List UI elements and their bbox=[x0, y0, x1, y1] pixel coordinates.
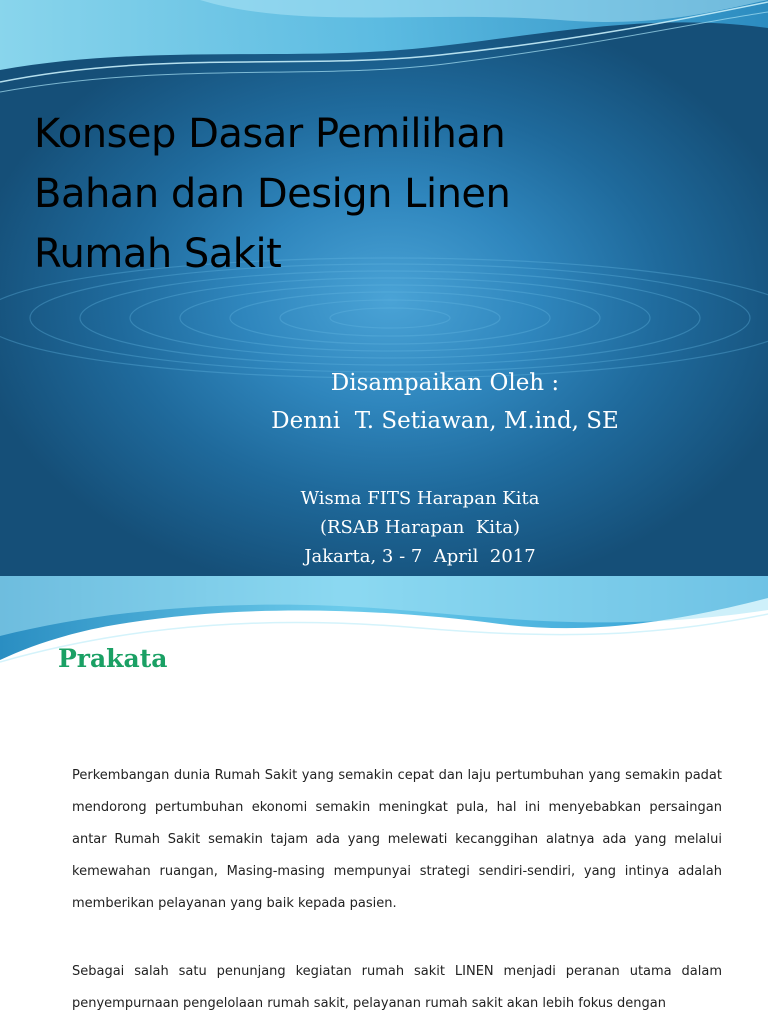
venue-line: Wisma FITS Harapan Kita bbox=[300, 488, 540, 509]
section-heading: Prakata bbox=[58, 644, 168, 673]
slide-title bbox=[34, 104, 594, 284]
venue-line: Jakarta, 3 - 7 April 2017 bbox=[304, 546, 536, 567]
title-line: Rumah Sakit bbox=[34, 231, 282, 277]
venue-block bbox=[220, 484, 620, 571]
presenter-block bbox=[200, 366, 690, 438]
title-line: Bahan dan Design Linen bbox=[34, 171, 511, 217]
paragraph: Perkembangan dunia Rumah Sakit yang semakin cepat dan laju pertumbuhan yang semakin padat mendorong pertumbuhan ekonomi semakin meningkat pula, hal ini menyebabkan persaingan antar Rumah Sakit semakin tajam ada yang melewati kecanggihan alatnya ada yang melalui kemewahan ruangan, Masing-masing mempunyai strategi sendiri-sendiri, yang intinya adalah memberikan pelayanan yang baik kepada pasien. bbox=[72, 768, 722, 911]
prakata-slide bbox=[0, 576, 768, 1024]
title-line: Konsep Dasar Pemilihan bbox=[34, 111, 506, 157]
paragraph: Sebagai salah satu penunjang kegiatan rumah sakit LINEN menjadi peranan utama dalam penyempurnaan pengelolaan rumah sakit, pelayanan rumah sakit akan lebih fokus dengan bbox=[72, 964, 722, 1011]
presenter-name: Denni T. Setiawan, M.ind, SE bbox=[271, 408, 619, 434]
venue-line: (RSAB Harapan Kita) bbox=[319, 517, 521, 538]
presenter-label: Disampaikan Oleh : bbox=[330, 370, 560, 396]
